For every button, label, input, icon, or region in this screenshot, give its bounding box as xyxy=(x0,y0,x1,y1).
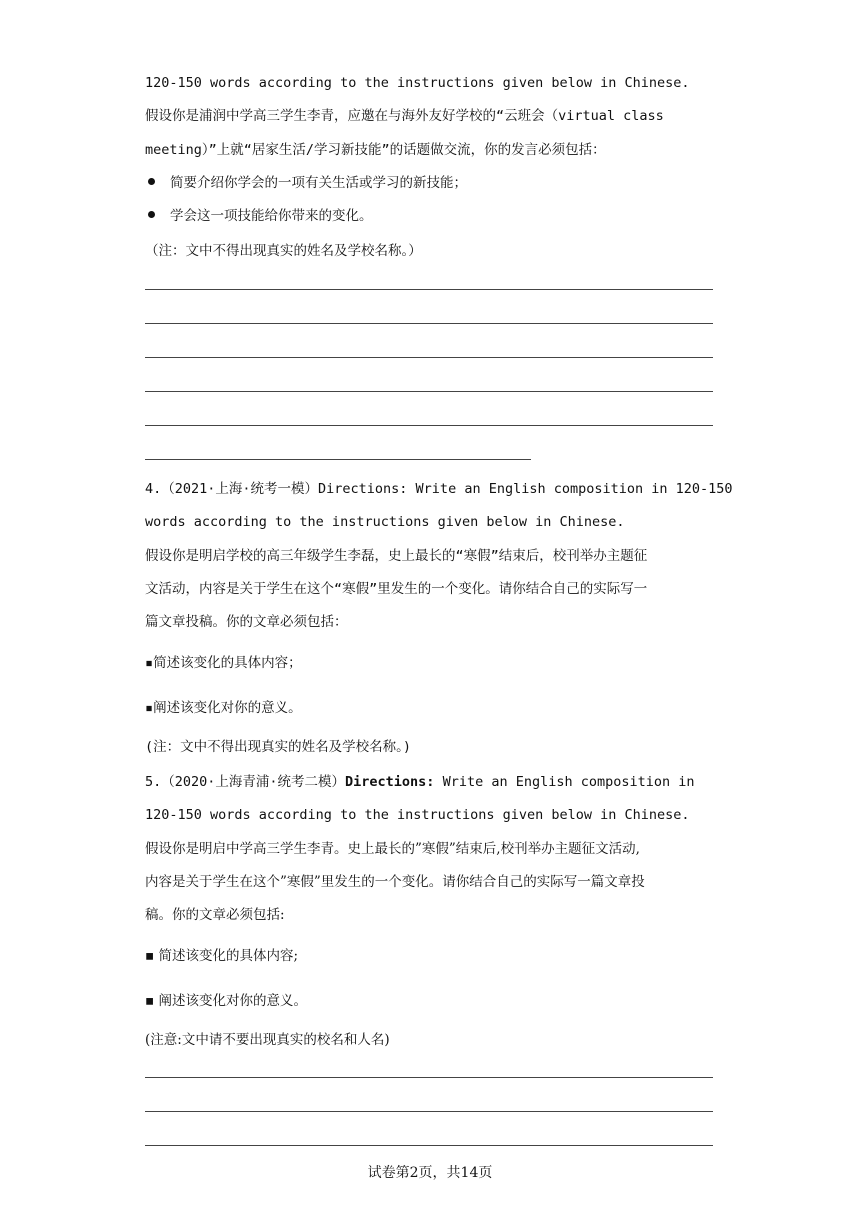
q4-heading: 4.（2021·上海·统考一模）Directions: Write an English composition in 120-150 xyxy=(145,481,733,497)
answer-line xyxy=(145,323,713,324)
q3-note: （注：文中不得出现真实的姓名及学校名称。） xyxy=(145,243,422,259)
q5-bullet-1: ▪ 简述该变化的具体内容; xyxy=(145,948,298,964)
q3-bullet-1: 简要介绍你学会的一项有关生活或学习的新技能； xyxy=(170,175,467,191)
q4-prompt-line-3: 篇文章投稿。你的文章必须包括： xyxy=(145,614,348,630)
answer-line xyxy=(145,391,713,392)
q5-instruction-line-2: 120-150 words according to the instructions given below in Chinese. xyxy=(145,807,690,823)
page-footer: 试卷第2页，共14页 xyxy=(367,1165,493,1181)
answer-line xyxy=(145,1111,713,1112)
answer-line xyxy=(145,1077,713,1078)
q3-prompt-line-1: 假设你是浦润中学高三学生李青，应邀在与海外友好学校的“云班会（virtual class xyxy=(145,108,664,124)
q5-instruction-line-1: Write an English composition in xyxy=(434,774,695,790)
q4-note: (注：文中不得出现真实的姓名及学校名称。) xyxy=(145,739,412,755)
q4-prompt-line-1: 假设你是明启学校的高三年级学生李磊，史上最长的“寒假”结束后，校刊举办主题征 xyxy=(145,548,648,564)
q4-bullet-1: ▪简述该变化的具体内容； xyxy=(145,655,302,671)
answer-line xyxy=(145,425,713,426)
q5-source: 5.（2020·上海青浦·统考二模） xyxy=(145,774,346,790)
q5-prompt-line-1: 假设你是明启中学高三学生李青。史上最长的”寒假”结束后,校刊举办主题征文活动, xyxy=(145,841,640,857)
answer-line xyxy=(145,357,713,358)
q4-prompt-line-2: 文活动，内容是关于学生在这个“寒假”里发生的一个变化。请你结合自己的实际写一 xyxy=(145,581,648,597)
q5-prompt-line-2: 内容是关于学生在这个”寒假”里发生的一个变化。请你结合自己的实际写一篇文章投 xyxy=(145,874,645,890)
q3-prompt-line-2: meeting）”上就“居家生活/学习新技能”的话题做交流，你的发言必须包括： xyxy=(145,142,606,158)
q4-bullet-2: ▪阐述该变化对你的意义。 xyxy=(145,700,302,716)
q4-instruction-line-2: words according to the instructions given below in Chinese. xyxy=(145,514,625,530)
q3-instruction-line-1: 120-150 words according to the instructions given below in Chinese. xyxy=(145,75,690,91)
answer-line xyxy=(145,1145,713,1146)
answer-line xyxy=(145,459,531,460)
q5-prompt-line-3: 稿。你的文章必须包括: xyxy=(145,907,285,923)
q5-heading xyxy=(145,773,695,791)
bullet-dot-icon xyxy=(148,211,155,218)
q3-bullet-2: 学会这一项技能给你带来的变化。 xyxy=(170,208,373,224)
answer-line xyxy=(145,289,713,290)
bullet-dot-icon xyxy=(148,178,155,185)
q5-bullet-2: ▪ 阐述该变化对你的意义。 xyxy=(145,993,307,1009)
q5-note: (注意:文中请不要出现真实的校名和人名) xyxy=(145,1032,390,1048)
q5-directions-label: Directions: xyxy=(345,774,435,790)
